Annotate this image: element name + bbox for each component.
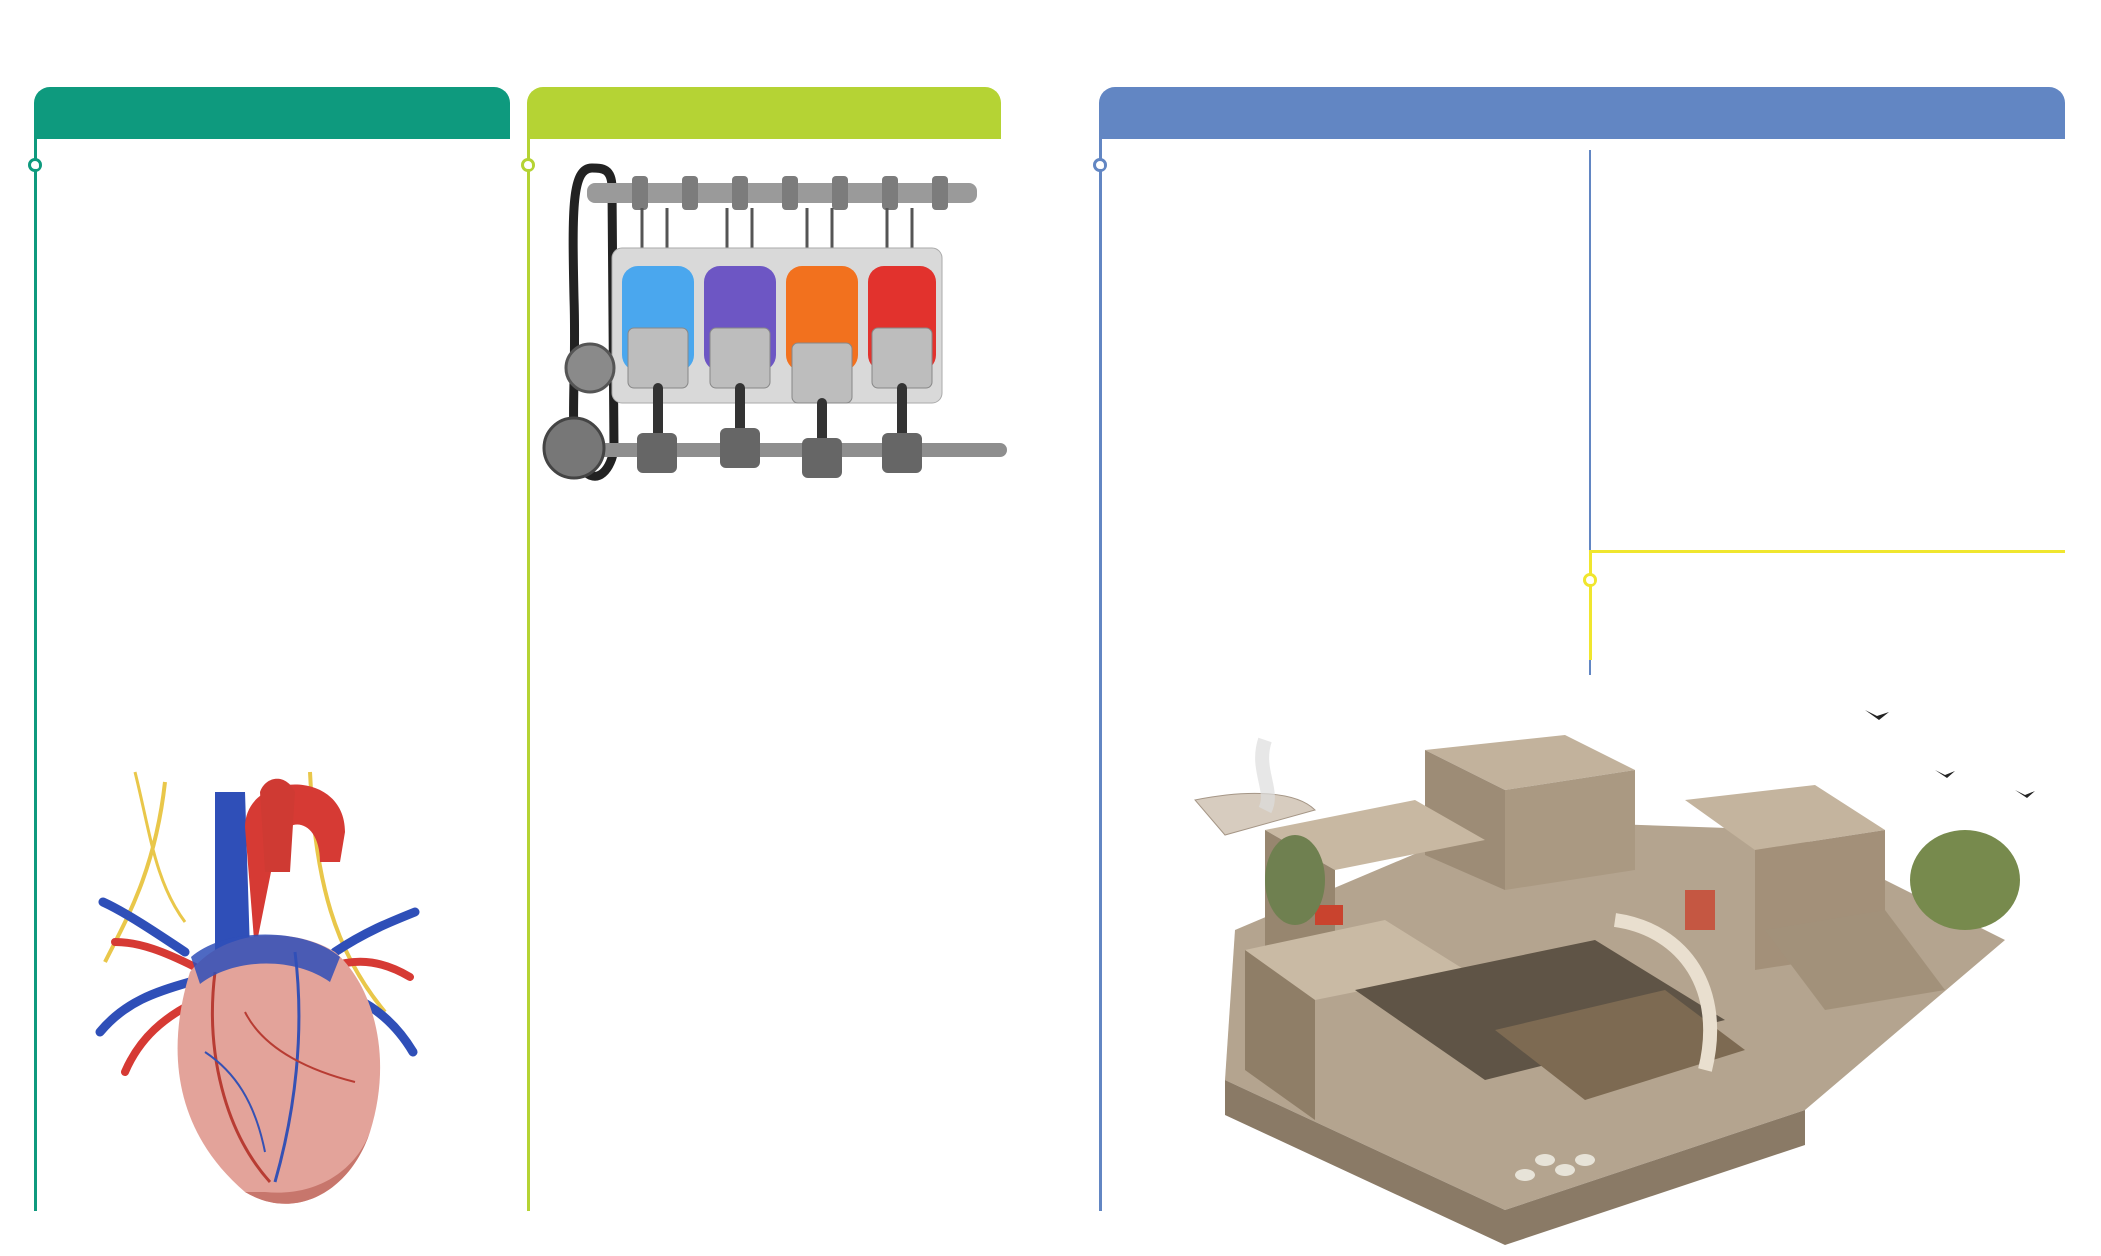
mensch-timeline [34,139,37,1211]
wissenschaft-timeline [527,139,530,1211]
geschichte-header [1099,87,2065,139]
mensch-header [34,87,510,139]
heart-illustration [95,752,425,1222]
settlement-illustration [1165,690,2045,1250]
engine-illustration [542,148,1017,498]
wissenschaft-header [527,87,1001,139]
anhang-timeline [1589,550,1592,660]
anhang-divider [1589,550,2065,553]
mensch-column [34,87,510,139]
mensch-timeline-dot-icon [28,158,42,172]
geschichte-column [1099,87,2065,139]
geschichte-timeline-dot-icon [1093,158,1107,172]
wissenschaft-timeline-dot-icon [521,158,535,172]
anhang-timeline-dot-icon [1583,573,1597,587]
wissenschaft-column [527,87,1001,139]
geschichte-timeline [1099,139,1102,1211]
